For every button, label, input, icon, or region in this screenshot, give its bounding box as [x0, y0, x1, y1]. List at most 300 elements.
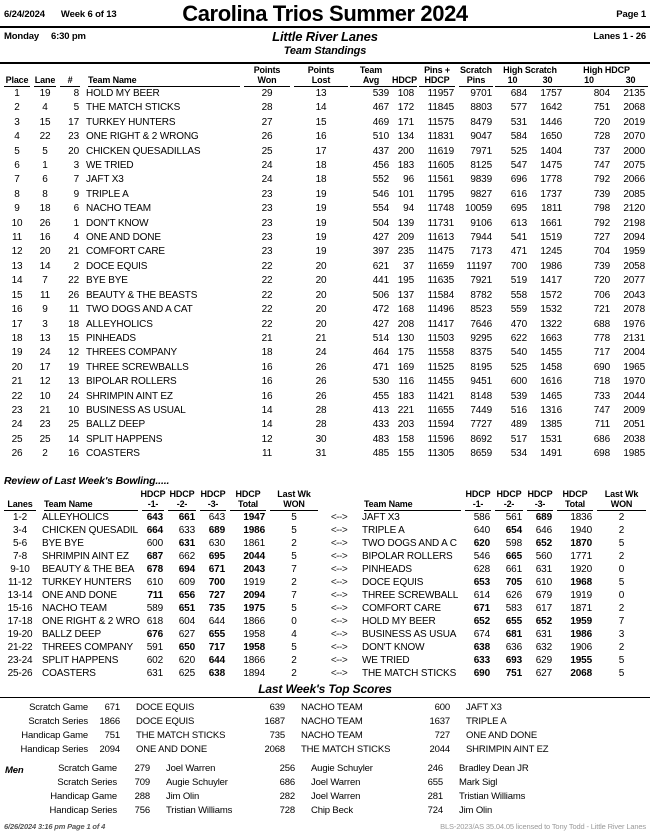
standings-points-lost: 28 — [315, 404, 327, 416]
standings-place: 11 — [11, 232, 23, 244]
review-score-g3-left: 727 — [208, 589, 225, 601]
top-score-category-label: Scratch Series — [28, 715, 88, 727]
standings-team-number: 13 — [68, 376, 79, 388]
review-score-g3-right: 632 — [535, 641, 552, 653]
review-lanes: 7-8 — [12, 550, 27, 562]
review-header-hdcp2: HDCP — [169, 488, 195, 499]
standings-place: 21 — [11, 376, 23, 388]
standings-high-scratch-10: 470 — [510, 318, 527, 330]
league-time: 6:30 pm — [51, 31, 86, 42]
standings-high-hdcp-30: 2043 — [623, 289, 645, 301]
standings-points-lost: 24 — [315, 347, 327, 359]
standings-high-hdcp-10: 717 — [593, 347, 610, 359]
standings-team-number: 9 — [73, 188, 79, 200]
men-score-score-1: 279 — [134, 762, 150, 774]
standings-team-number: 22 — [68, 275, 79, 287]
review-last-week-won-right: 7 — [618, 615, 625, 627]
men-score-name-2: Joel Warren — [311, 776, 361, 788]
standings-points-lost: 26 — [315, 376, 327, 388]
standings-team-number: 12 — [68, 347, 79, 359]
standings-high-scratch-30: 1642 — [540, 102, 562, 114]
review-score-total-left: 1919 — [243, 576, 265, 588]
report-subheader — [0, 28, 650, 64]
standings-points-lost: 19 — [315, 188, 327, 200]
standings-team-number: 14 — [68, 433, 79, 445]
standings-team-number: 6 — [73, 203, 79, 215]
review-header-hdcp2-r: HDCP — [496, 488, 522, 499]
review-score-g2-right: 751 — [505, 667, 522, 679]
review-last-week-won-left: 4 — [291, 628, 297, 640]
review-lanes: 21-22 — [7, 641, 33, 653]
review-score-g1-left: 618 — [146, 615, 163, 627]
standings-team-avg: 427 — [372, 232, 389, 244]
men-score-name-2: Joel Warren — [311, 790, 361, 802]
team-standings-table — [2, 65, 648, 462]
review-matchup-row — [2, 667, 648, 680]
review-team-name-left: BYE BYE — [42, 537, 84, 549]
standings-place: 15 — [11, 289, 23, 301]
standings-high-hdcp-30: 2078 — [623, 304, 645, 316]
matchup-arrow: <--> — [330, 537, 348, 549]
review-score-g1-left: 591 — [146, 641, 163, 653]
standings-row — [2, 390, 648, 404]
standings-team-name: NACHO TEAM — [86, 203, 151, 215]
standings-pins-plus-hdcp: 11795 — [427, 188, 454, 200]
standings-hdcp: 158 — [397, 433, 414, 445]
review-header-hdcp3: HDCP — [200, 488, 226, 499]
review-last-week-won-right: 2 — [618, 550, 625, 562]
standings-high-scratch-30: 1616 — [540, 376, 562, 388]
standings-lane: 9 — [42, 304, 48, 316]
standings-hdcp: 175 — [397, 347, 414, 359]
men-score-category-label: Scratch Game — [58, 762, 117, 774]
top-score-category-label: Handicap Series — [20, 743, 88, 755]
review-header-g2-r: -2- — [493, 499, 525, 511]
standings-high-scratch-10: 541 — [510, 232, 527, 244]
standings-team-number: 24 — [68, 390, 79, 402]
standings-high-hdcp-10: 733 — [593, 390, 610, 402]
standings-row — [2, 202, 648, 216]
review-score-g2-left: 627 — [178, 628, 195, 640]
standings-lane: 21 — [39, 404, 51, 416]
top-score-row — [1, 729, 649, 743]
review-score-g1-left: 676 — [146, 628, 163, 640]
standings-high-hdcp-30: 2009 — [623, 404, 645, 416]
standings-hdcp: 183 — [397, 160, 414, 172]
standings-high-scratch-10: 547 — [510, 160, 527, 172]
standings-scratch-pins: 9839 — [470, 174, 492, 186]
top-score-name-2: NACHO TEAM — [301, 701, 363, 713]
standings-high-scratch-30: 1519 — [540, 232, 562, 244]
review-score-g1-right: 614 — [473, 589, 490, 601]
review-header-team: Team Name — [38, 499, 140, 511]
review-score-g3-left: 695 — [208, 550, 225, 562]
top-score-category-label: Handicap Game — [21, 729, 88, 741]
review-score-total-right: 1906 — [570, 641, 592, 653]
review-team-name-left: SPLIT HAPPENS — [42, 654, 119, 666]
standings-row — [2, 375, 648, 389]
standings-points-lost: 30 — [315, 433, 327, 445]
standings-row — [2, 231, 648, 245]
top-score-score-1: 1866 — [99, 715, 120, 727]
standings-pins-plus-hdcp: 11417 — [427, 318, 454, 330]
review-score-total-left: 1866 — [243, 654, 265, 666]
matchup-arrow: <--> — [330, 602, 348, 614]
standings-points-lost: 19 — [315, 246, 327, 258]
standings-row — [2, 130, 648, 144]
review-score-g3-right: 629 — [535, 654, 552, 666]
review-last-week-won-right: 5 — [618, 537, 625, 549]
review-score-g3-left: 671 — [208, 563, 225, 575]
standings-high-scratch-30: 1316 — [540, 404, 562, 416]
standings-high-hdcp-30: 1970 — [623, 376, 645, 388]
review-score-total-left: 2094 — [243, 589, 265, 601]
standings-high-hdcp-10: 711 — [594, 419, 610, 431]
review-header-total-r: Total — [555, 499, 595, 511]
standings-points-won: 16 — [261, 376, 273, 388]
standings-high-scratch-30: 1532 — [540, 304, 562, 316]
standings-high-hdcp-30: 2051 — [623, 419, 645, 431]
review-score-g1-right: 653 — [473, 576, 490, 588]
standings-points-won: 14 — [261, 404, 273, 416]
standings-high-hdcp-10: 747 — [593, 160, 610, 172]
men-score-row — [1, 790, 649, 804]
standings-place: 12 — [11, 246, 23, 258]
review-lanes: 11-12 — [7, 576, 33, 588]
review-score-total-right: 1955 — [570, 654, 592, 666]
standings-points-won: 23 — [261, 232, 273, 244]
standings-points-won: 14 — [261, 419, 273, 431]
standings-team-avg: 472 — [372, 304, 389, 316]
standings-team-number: 26 — [68, 289, 79, 301]
standings-place: 4 — [14, 131, 20, 143]
standings-team-name: TRIPLE A — [86, 188, 129, 200]
review-header-group-row — [2, 489, 648, 499]
review-score-g3-left: 644 — [208, 615, 225, 627]
review-score-g2-left: 633 — [178, 524, 195, 536]
review-score-total-left: 1894 — [243, 667, 265, 679]
standings-pins-plus-hdcp: 11475 — [427, 246, 454, 258]
review-last-week-won-right: 0 — [618, 589, 625, 601]
standings-points-lost: 19 — [315, 217, 327, 229]
review-score-g3-left: 643 — [208, 511, 225, 523]
review-score-g1-right: 620 — [473, 537, 490, 549]
review-header-hdcp-total: HDCP — [235, 488, 261, 499]
standings-row — [2, 332, 648, 346]
top-score-name-2: NACHO TEAM — [301, 729, 363, 741]
standings-team-avg: 437 — [372, 145, 389, 157]
review-header-hdcp1-r: HDCP — [465, 488, 491, 499]
standings-team-name: TWO DOGS AND A CAT — [86, 304, 193, 316]
standings-team-avg: 456 — [372, 160, 389, 172]
men-score-category-label: Handicap Series — [49, 804, 117, 816]
review-score-g2-right: 655 — [505, 615, 522, 627]
report-date: 6/24/2024 — [4, 9, 45, 20]
standings-points-won: 27 — [261, 116, 273, 128]
header-scratch-group: Scratch — [460, 65, 492, 75]
review-score-total-left: 1861 — [243, 537, 265, 549]
header-lane: Lane — [34, 75, 56, 85]
standings-team-name: BEAUTY & THE BEASTS — [86, 289, 198, 301]
review-matchup-row — [2, 589, 648, 602]
review-header-hdcp3-r: HDCP — [527, 488, 553, 499]
review-score-total-right: 1771 — [570, 550, 592, 562]
review-score-g1-right: 628 — [473, 563, 490, 575]
review-score-g1-right: 640 — [473, 524, 490, 536]
review-matchup-row — [2, 654, 648, 667]
standings-team-number: 10 — [68, 404, 79, 416]
review-score-g2-left: 656 — [178, 589, 195, 601]
review-score-total-left: 1986 — [243, 524, 265, 536]
standings-scratch-pins: 11197 — [466, 260, 492, 272]
review-score-g1-left: 643 — [146, 511, 163, 523]
standings-high-hdcp-30: 2075 — [623, 160, 645, 172]
matchup-arrow: <--> — [330, 576, 348, 588]
review-score-g2-left: 662 — [178, 550, 195, 562]
review-score-g2-left: 661 — [178, 511, 195, 523]
review-score-total-right: 1920 — [570, 563, 592, 575]
review-score-g1-right: 674 — [473, 628, 490, 640]
review-last-week-won-right: 5 — [618, 576, 625, 588]
review-team-name-right: COMFORT CARE — [362, 602, 441, 614]
standings-team-avg: 467 — [372, 102, 389, 114]
standings-high-hdcp-30: 2070 — [623, 131, 645, 143]
standings-pins-plus-hdcp: 11659 — [427, 260, 454, 272]
standings-pins-plus-hdcp: 11635 — [427, 275, 454, 287]
men-score-category-label: Scratch Series — [57, 776, 117, 788]
standings-scratch-pins: 8148 — [470, 390, 492, 402]
review-score-g3-right: 652 — [535, 537, 552, 549]
review-score-g1-left: 600 — [146, 537, 163, 549]
standings-scratch-pins: 7449 — [470, 404, 492, 416]
header-scratch-pins: Pins — [457, 75, 495, 87]
standings-pins-plus-hdcp: 11619 — [427, 145, 454, 157]
standings-place: 18 — [11, 332, 23, 344]
review-score-g3-right: 610 — [535, 576, 552, 588]
matchup-arrow: <--> — [330, 667, 348, 679]
standings-high-scratch-30: 1531 — [540, 433, 562, 445]
matchup-arrow: <--> — [330, 589, 348, 601]
standings-high-scratch-30: 1465 — [540, 390, 562, 402]
standings-team-number: 23 — [68, 131, 79, 143]
standings-team-avg: 464 — [372, 347, 389, 359]
standings-pins-plus-hdcp: 11503 — [427, 332, 454, 344]
header-team-avg: Avg — [350, 75, 392, 87]
standings-high-scratch-30: 1491 — [540, 448, 562, 460]
standings-row — [2, 173, 648, 187]
review-lanes: 19-20 — [7, 628, 33, 640]
standings-points-won: 25 — [261, 145, 273, 157]
standings-lane: 26 — [39, 217, 51, 229]
standings-team-avg: 546 — [372, 188, 389, 200]
standings-scratch-pins: 10059 — [464, 203, 492, 215]
review-header-g3-r: -3- — [525, 499, 555, 511]
review-score-g3-right: 631 — [535, 628, 552, 640]
section-title-team-standings: Team Standings — [283, 45, 367, 57]
standings-hdcp: 137 — [397, 289, 414, 301]
standings-points-lost: 20 — [315, 289, 327, 301]
standings-pins-plus-hdcp: 11957 — [427, 88, 454, 99]
standings-points-lost: 21 — [315, 332, 327, 344]
review-matchup-row — [2, 602, 648, 615]
standings-pins-plus-hdcp: 11845 — [427, 102, 454, 114]
standings-place: 25 — [11, 433, 23, 445]
review-header-won: WON — [268, 499, 320, 511]
standings-lane: 6 — [42, 174, 48, 186]
standings-high-hdcp-30: 1959 — [623, 246, 645, 258]
men-score-score-3: 246 — [427, 762, 443, 774]
standings-high-hdcp-30: 2120 — [623, 203, 645, 215]
standings-team-number: 20 — [68, 145, 79, 157]
review-score-g2-left: 694 — [178, 563, 195, 575]
standings-high-scratch-30: 1663 — [540, 332, 562, 344]
standings-lane: 11 — [39, 289, 51, 301]
standings-scratch-pins: 9047 — [470, 131, 492, 143]
standings-hdcp: 221 — [397, 404, 414, 416]
standings-hdcp: 116 — [398, 376, 414, 388]
review-score-g2-right: 636 — [505, 641, 522, 653]
standings-high-scratch-10: 519 — [510, 275, 527, 287]
standings-row — [2, 303, 648, 317]
standings-team-name: JAFT X3 — [86, 174, 124, 186]
review-lanes: 25-26 — [7, 667, 33, 679]
standings-row — [2, 87, 648, 101]
review-team-name-right: HOLD MY BEER — [362, 615, 436, 627]
standings-team-avg: 455 — [372, 390, 389, 402]
standings-high-hdcp-10: 721 — [593, 304, 610, 316]
standings-place: 13 — [11, 260, 23, 272]
review-score-g3-left: 689 — [208, 524, 225, 536]
review-score-g2-right: 626 — [505, 589, 522, 601]
review-score-g2-left: 609 — [178, 576, 195, 588]
men-score-score-1: 709 — [134, 776, 150, 788]
standings-scratch-pins: 8692 — [470, 433, 492, 445]
standings-points-won: 22 — [261, 318, 273, 330]
review-header-lastwk: Last Wk — [277, 488, 311, 499]
standings-pins-plus-hdcp: 11594 — [427, 419, 454, 431]
standings-lane: 25 — [39, 433, 51, 445]
review-score-g1-left: 678 — [146, 563, 163, 575]
top-score-name-3: ONE AND DONE — [466, 729, 538, 741]
review-team-name-left: BEAUTY & THE BEA — [42, 563, 135, 575]
standings-team-avg: 510 — [372, 131, 389, 143]
standings-lane: 2 — [42, 448, 48, 460]
standings-high-hdcp-30: 2131 — [623, 332, 645, 344]
top-score-score-3: 2044 — [429, 743, 450, 755]
standings-high-hdcp-30: 2004 — [623, 347, 645, 359]
standings-points-lost: 19 — [315, 232, 327, 244]
review-score-g1-right: 690 — [473, 667, 490, 679]
standings-high-hdcp-30: 2068 — [623, 102, 645, 114]
review-score-g3-left: 638 — [208, 667, 225, 679]
review-team-name-right: TRIPLE A — [362, 524, 405, 536]
standings-high-hdcp-10: 792 — [593, 217, 610, 229]
standings-lane: 8 — [42, 188, 48, 200]
standings-team-avg: 441 — [372, 275, 389, 287]
review-score-g1-left: 602 — [146, 654, 163, 666]
standings-scratch-pins: 8803 — [470, 102, 492, 114]
last-week-review-table — [2, 489, 648, 680]
matchup-arrow: <--> — [330, 511, 348, 523]
review-score-g1-left: 687 — [146, 550, 163, 562]
standings-high-scratch-30: 1986 — [540, 260, 562, 272]
standings-high-scratch-10: 616 — [510, 188, 527, 200]
standings-team-name: ALLEYHOLICS — [86, 318, 153, 330]
standings-scratch-pins: 7921 — [470, 275, 492, 287]
standings-hdcp: 200 — [397, 145, 414, 157]
standings-points-lost: 18 — [315, 174, 327, 186]
standings-place: 6 — [14, 160, 20, 172]
standings-high-hdcp-10: 798 — [593, 203, 610, 215]
standings-points-won: 12 — [261, 433, 273, 445]
standings-team-avg: 433 — [372, 419, 389, 431]
standings-team-name: BALLZ DEEP — [86, 419, 146, 431]
review-score-g3-right: 631 — [535, 563, 552, 575]
standings-lane: 4 — [42, 102, 48, 114]
standings-high-hdcp-10: 704 — [593, 246, 610, 258]
review-score-total-left: 1975 — [243, 602, 265, 614]
standings-points-lost: 17 — [315, 145, 327, 157]
standings-high-hdcp-30: 2198 — [623, 217, 645, 229]
standings-team-avg: 530 — [372, 376, 389, 388]
men-score-name-1: Jim Olin — [166, 790, 200, 802]
standings-points-lost: 31 — [315, 448, 327, 460]
standings-team-name: BYE BYE — [86, 275, 128, 287]
standings-team-number: 8 — [73, 88, 79, 99]
review-team-name-left: TURKEY HUNTERS — [42, 576, 132, 588]
standings-high-hdcp-30: 2000 — [623, 145, 645, 157]
review-score-g1-left: 664 — [146, 524, 163, 536]
men-score-category-label: Handicap Game — [50, 790, 117, 802]
review-lanes: 5-6 — [12, 537, 27, 549]
standings-points-won: 22 — [261, 304, 273, 316]
standings-high-hdcp-30: 1985 — [623, 448, 645, 460]
standings-high-scratch-10: 539 — [510, 390, 527, 402]
top-score-score-3: 727 — [434, 729, 450, 741]
standings-team-name: COMFORT CARE — [86, 246, 165, 258]
standings-pins-plus-hdcp: 11831 — [427, 131, 454, 143]
standings-points-won: 16 — [261, 361, 273, 373]
standings-team-number: 15 — [68, 332, 79, 344]
men-score-score-3: 281 — [427, 790, 443, 802]
review-team-name-left: COASTERS — [42, 667, 96, 679]
standings-place: 1 — [14, 88, 20, 99]
center-name: Little River Lanes — [272, 29, 378, 44]
review-last-week-won-left: 2 — [291, 654, 297, 666]
matchup-arrow: <--> — [330, 654, 348, 666]
review-lanes: 1-2 — [12, 511, 27, 523]
review-score-g2-right: 661 — [505, 563, 522, 575]
standings-high-hdcp-10: 727 — [593, 232, 610, 244]
standings-team-avg: 485 — [372, 448, 389, 460]
men-score-row — [1, 762, 649, 776]
review-last-week-won-right: 0 — [618, 563, 625, 575]
standings-team-name: CHICKEN QUESADILLAS — [86, 145, 201, 157]
standings-pins-plus-hdcp: 11596 — [427, 433, 454, 445]
standings-pins-plus-hdcp: 11655 — [427, 404, 454, 416]
standings-points-won: 24 — [261, 174, 273, 186]
standings-hdcp: 169 — [397, 361, 414, 373]
review-team-name-right: WE TRIED — [362, 654, 410, 666]
standings-lane: 23 — [39, 419, 51, 431]
standings-high-scratch-10: 540 — [510, 347, 527, 359]
review-team-name-right: JAFT X3 — [362, 511, 400, 523]
review-last-week-won-left: 5 — [291, 641, 297, 653]
review-matchup-row — [2, 628, 648, 641]
standings-scratch-pins: 9827 — [470, 188, 492, 200]
standings-team-name: WE TRIED — [86, 160, 134, 172]
standings-lane: 22 — [39, 131, 51, 143]
